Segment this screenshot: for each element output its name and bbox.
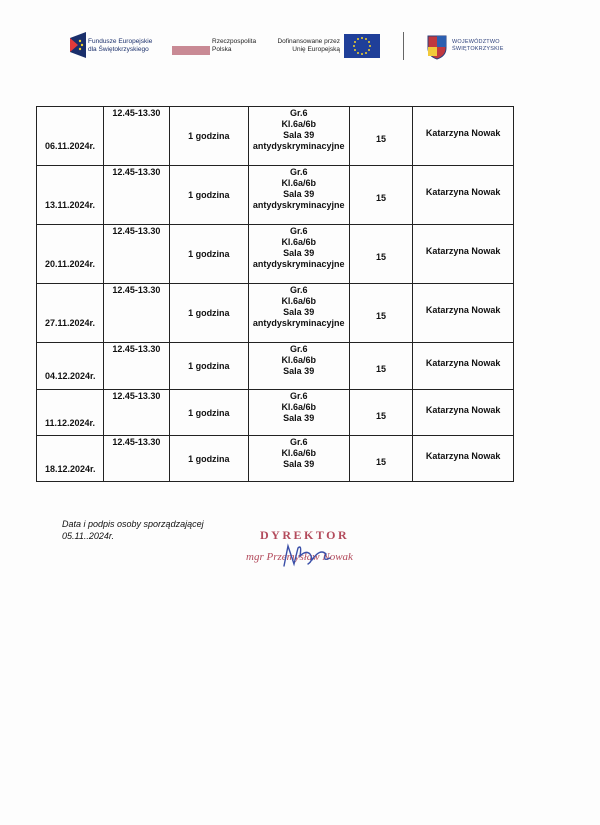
eu-flag-icon [344, 34, 380, 58]
group-line: Kl.6a/6b [281, 119, 316, 129]
date-cell [37, 225, 104, 284]
table-row [37, 390, 514, 436]
logo-divider [403, 32, 404, 60]
time-cell [103, 225, 169, 284]
date-cell [37, 390, 104, 436]
group-line: Sala 39 [283, 189, 315, 199]
group-line: antydyskryminacyjne [252, 141, 345, 151]
group-line: Gr.6 [289, 226, 308, 236]
date-value: 04.12.2024r. [45, 371, 96, 381]
group-line: Sala 39 [283, 459, 315, 469]
eu-star-icon [357, 52, 359, 54]
time-cell [103, 284, 169, 343]
participants-value: 15 [375, 456, 386, 467]
polish-flag-icon [172, 46, 210, 55]
teacher-cell [413, 436, 514, 482]
polish-republic-label: Rzeczpospolita Polska [212, 38, 257, 53]
time-cell [103, 343, 169, 390]
teacher-cell [413, 343, 514, 390]
participants-cell [349, 390, 413, 436]
time-cell [103, 390, 169, 436]
group-line: Sala 39 [283, 413, 315, 423]
date-value: 13.11.2024r. [45, 200, 96, 210]
teacher-name: Katarzyna Nowak [425, 450, 501, 461]
eu-star-icon [361, 37, 363, 39]
time-value: 12.45-13.30 [112, 391, 161, 401]
eu-star-icon [353, 45, 355, 47]
eu-star-icon [365, 38, 367, 40]
eu-star-icon [368, 41, 370, 43]
hours-cell: 1 godzina [169, 436, 248, 482]
eu-star-icon [365, 52, 367, 54]
group-line: Kl.6a/6b [281, 178, 316, 188]
participants-value: 15 [375, 134, 386, 144]
european-funds-logo-icon [66, 30, 88, 60]
group-line: Sala 39 [283, 307, 315, 317]
table-row [37, 166, 514, 225]
date-value: 06.11.2024r. [45, 141, 96, 151]
director-name: mgr Przemysław Nowak [246, 551, 353, 563]
time-value: 12.45-13.30 [112, 108, 161, 118]
table-row [37, 284, 514, 343]
group-line: antydyskryminacyjne [252, 200, 345, 210]
prepared-by-block [62, 518, 204, 542]
time-cell [103, 436, 169, 482]
table-row [37, 436, 514, 482]
participants-value: 15 [375, 193, 386, 203]
time-cell [103, 107, 169, 166]
teacher-cell [413, 284, 514, 343]
hours-cell: 1 godzina [169, 107, 248, 166]
group-line: Kl.6a/6b [281, 296, 316, 306]
teacher-cell [413, 390, 514, 436]
date-value: 11.12.2024r. [45, 417, 96, 428]
eu-star-icon [368, 49, 370, 51]
schedule-table [36, 106, 514, 482]
participants-cell [349, 225, 413, 284]
teacher-name: Katarzyna Nowak [425, 187, 501, 197]
group-line: Kl.6a/6b [281, 402, 316, 412]
director-signature [280, 540, 340, 574]
teacher-name: Katarzyna Nowak [425, 358, 501, 368]
teacher-cell [413, 107, 514, 166]
date-cell [37, 107, 104, 166]
eu-funding-label: Dofinansowane przez Unię Europejską [277, 38, 340, 53]
eu-star-icon [357, 38, 359, 40]
group-cell [248, 166, 349, 225]
participants-cell [349, 436, 413, 482]
time-value: 12.45-13.30 [112, 437, 161, 447]
time-value: 12.45-13.30 [112, 226, 161, 236]
table-row [37, 107, 514, 166]
prepared-by-label: Data i podpis osoby sporządzającej [62, 519, 204, 529]
european-funds-label: Fundusze Europejskie dla Świętokrzyskiego [88, 38, 153, 53]
eu-star-icon [354, 41, 356, 43]
date-cell [37, 436, 104, 482]
funding-logos-header [60, 30, 510, 64]
group-line: Sala 39 [283, 366, 315, 376]
participants-cell [349, 343, 413, 390]
group-line: Kl.6a/6b [281, 237, 316, 247]
teacher-cell [413, 225, 514, 284]
hours-cell: 1 godzina [169, 284, 248, 343]
polish-republic-logo [172, 38, 266, 62]
teacher-name: Katarzyna Nowak [425, 246, 501, 256]
participants-cell [349, 107, 413, 166]
group-line: Gr.6 [289, 108, 308, 118]
date-cell [37, 284, 104, 343]
date-cell [37, 166, 104, 225]
participants-value: 15 [375, 410, 386, 421]
group-line: Gr.6 [289, 391, 308, 401]
group-line: Sala 39 [283, 248, 315, 258]
group-line: Gr.6 [289, 167, 308, 177]
time-value: 12.45-13.30 [112, 285, 161, 295]
teacher-name: Katarzyna Nowak [425, 404, 501, 415]
group-line: Gr.6 [289, 344, 308, 354]
participants-value: 15 [375, 311, 386, 321]
time-value: 12.45-13.30 [112, 344, 161, 354]
eu-star-icon [361, 53, 363, 55]
group-cell [248, 284, 349, 343]
table-row [37, 225, 514, 284]
region-label: WOJEWÓDZTWO ŚWIĘTOKRZYSKIE [452, 39, 504, 52]
participants-cell [349, 166, 413, 225]
director-title: DYREKTOR [260, 528, 350, 542]
group-line: antydyskryminacyjne [252, 318, 345, 328]
group-cell [248, 225, 349, 284]
teacher-name: Katarzyna Nowak [425, 128, 501, 138]
table-row [37, 343, 514, 390]
group-line: Sala 39 [283, 130, 315, 140]
date-cell [37, 343, 104, 390]
hours-cell: 1 godzina [169, 390, 248, 436]
participants-cell [349, 284, 413, 343]
group-line: Kl.6a/6b [281, 355, 316, 365]
time-cell [103, 166, 169, 225]
participants-value: 15 [375, 252, 386, 262]
participants-value: 15 [375, 364, 386, 374]
region-coat-of-arms-icon [426, 34, 448, 60]
teacher-cell [413, 166, 514, 225]
prepared-date: 05.11..2024r. [62, 531, 115, 541]
hours-cell: 1 godzina [169, 166, 248, 225]
hours-cell: 1 godzina [169, 343, 248, 390]
group-line: Gr.6 [289, 285, 308, 295]
date-value: 27.11.2024r. [45, 318, 96, 328]
teacher-name: Katarzyna Nowak [425, 305, 501, 315]
time-value: 12.45-13.30 [112, 167, 161, 177]
group-cell [248, 436, 349, 482]
group-cell [248, 107, 349, 166]
date-value: 18.12.2024r. [45, 463, 96, 474]
eu-star-icon [369, 45, 371, 47]
hours-cell: 1 godzina [169, 225, 248, 284]
group-line: Kl.6a/6b [281, 448, 316, 458]
group-line: Gr.6 [289, 437, 308, 447]
group-line: antydyskryminacyjne [252, 259, 345, 269]
group-cell [248, 343, 349, 390]
group-cell [248, 390, 349, 436]
eu-star-icon [354, 49, 356, 51]
date-value: 20.11.2024r. [45, 259, 96, 269]
